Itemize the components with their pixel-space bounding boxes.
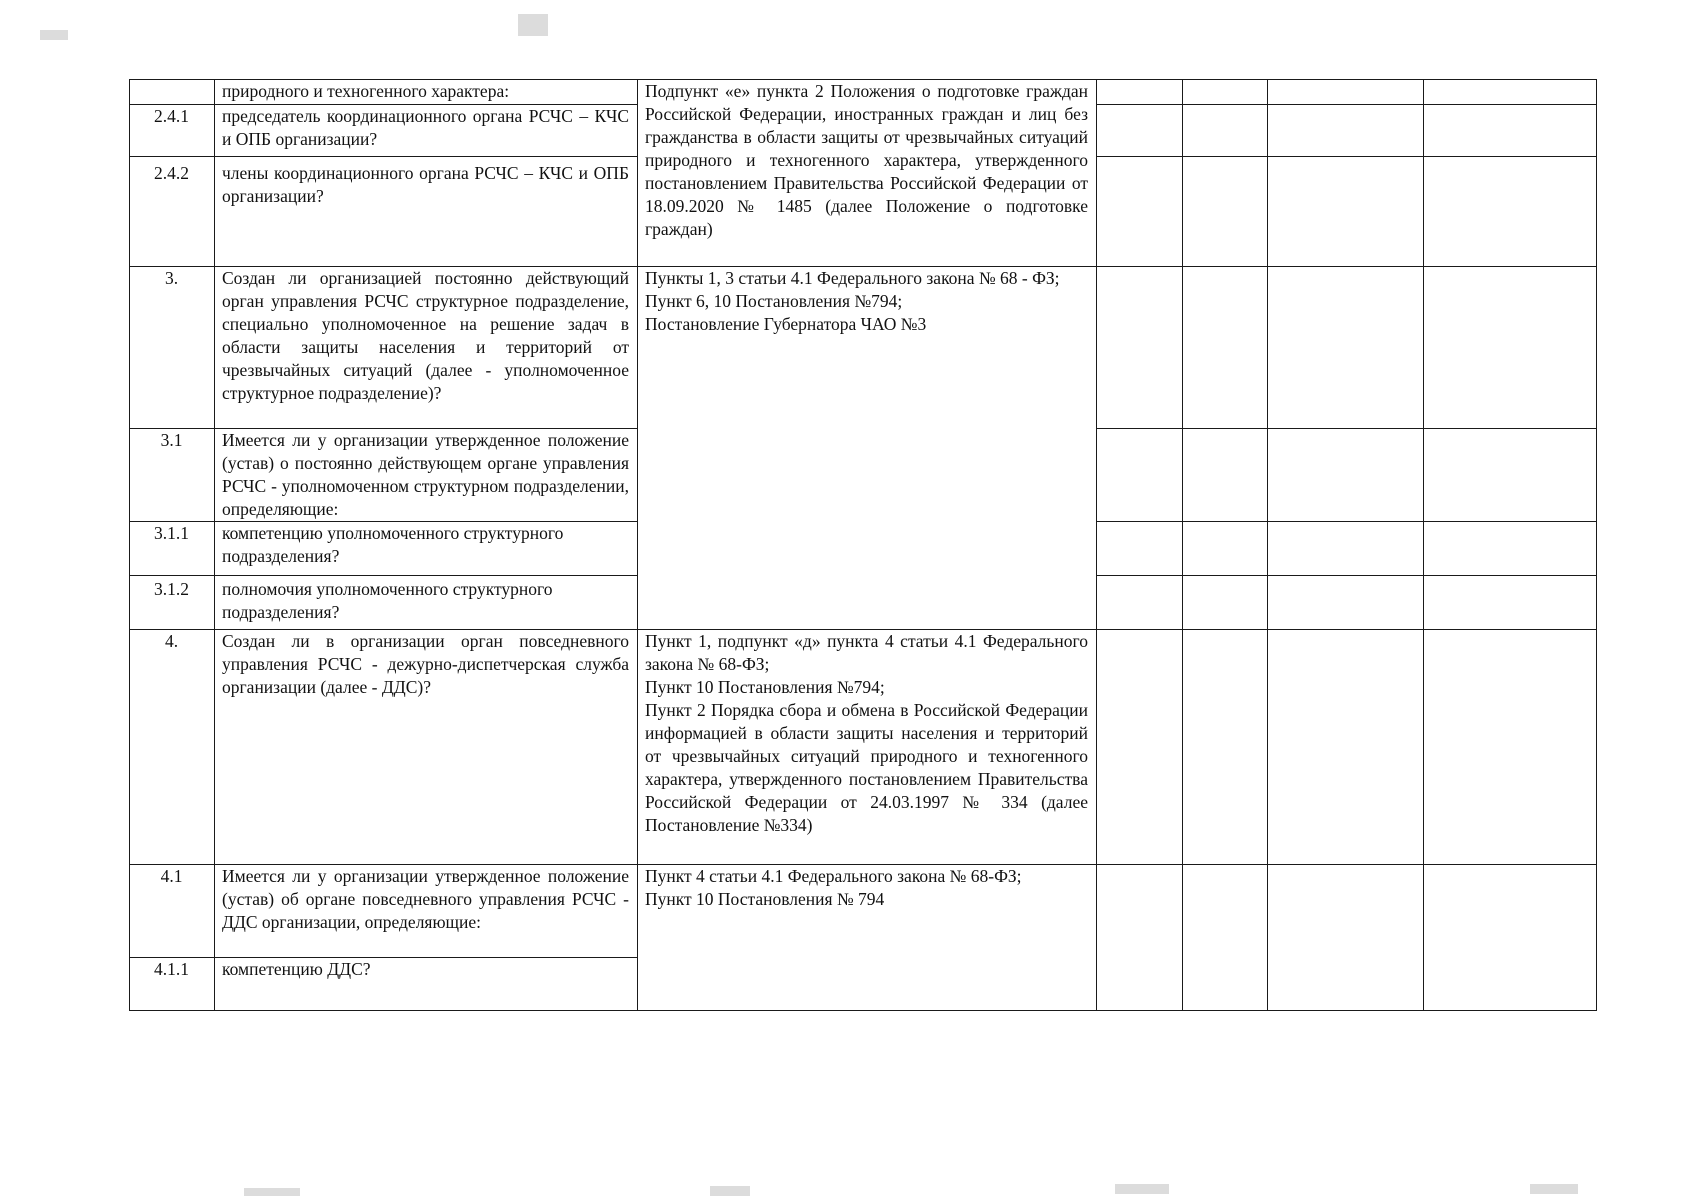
table-border: [214, 79, 215, 1011]
scan-noise: [244, 1188, 300, 1196]
item-question: Имеется ли у организации утвержденное положение (устав) об органе повседневного управления РСЧС - ДДС организации, определяющие:: [222, 866, 629, 932]
item-question: компетенцию ДДС?: [222, 959, 371, 979]
table-border: [129, 79, 1597, 80]
table-border: [129, 521, 637, 522]
table-border: [637, 79, 638, 1011]
legal-reference-line: Постановление Губернатора ЧАО №3: [645, 314, 927, 334]
table-border: [1596, 79, 1597, 1011]
item-number: 3.1.1: [154, 523, 189, 543]
table-border: [1182, 79, 1183, 1011]
item-number: 4.1.1: [154, 959, 189, 979]
table-border: [1096, 104, 1597, 105]
table-border: [637, 864, 1096, 865]
table-border: [1096, 521, 1597, 522]
checklist-table: [129, 79, 1597, 1011]
item-question: полномочия уполномоченного структурного подразделения?: [222, 579, 553, 622]
table-border: [637, 629, 1096, 630]
table-border: [129, 428, 637, 429]
table-border: [129, 156, 637, 157]
item-number: 2.4.2: [154, 163, 189, 183]
legal-reference-line: Пункт 4 статьи 4.1 Федерального закона № 68-ФЗ;: [645, 866, 1022, 886]
item-number: 4.1: [160, 866, 183, 886]
table-border: [129, 629, 637, 630]
table-border: [1096, 575, 1597, 576]
table-border: [1096, 864, 1597, 865]
legal-reference: Подпункт «е» пункта 2 Положения о подготовке граждан Российской Федерации, иностранных граждан и лиц без гражданства в области защиты от чрезвычайных ситуаций природного и техногенного характера, утвержденного постановлением Правительства Российской Федерации от 18.09.2020 № 1485 (далее Положение о подготовке граждан): [645, 81, 1088, 239]
item-question: члены координационного органа РСЧС – КЧС и ОПБ организации?: [222, 163, 629, 206]
legal-reference-line: Пункт 2 Порядка сбора и обмена в Российской Федерации информацией в области защиты населения и территорий от чрезвычайных ситуаций природного и техногенного характера, утвержденного постановлением Правительства Российской Федерации от 24.03.1997 № 334 (далее Постановление №334): [645, 700, 1088, 835]
table-border: [129, 104, 637, 105]
table-border: [1096, 428, 1597, 429]
legal-reference-line: Пункты 1, 3 статьи 4.1 Федерального закона № 68 - ФЗ;: [645, 268, 1060, 288]
table-border: [1267, 79, 1268, 1011]
table-border: [129, 266, 637, 267]
item-number: 2.4.1: [154, 106, 189, 126]
table-border: [637, 266, 1096, 267]
item-number: [129, 79, 214, 104]
table-border: [1096, 79, 1097, 1011]
legal-reference: [637, 266, 1096, 629]
item-question: природного и техногенного характера:: [222, 81, 510, 101]
legal-reference: [637, 629, 1096, 864]
item-question: Имеется ли у организации утвержденное положение (устав) о постоянно действующем органе управления РСЧС - уполномоченном структурном подразделении, определяющие:: [222, 430, 629, 519]
table-border: [129, 1010, 1597, 1011]
table-border: [129, 79, 130, 1011]
scan-noise: [1530, 1184, 1578, 1194]
table-border: [1096, 266, 1597, 267]
table-border: [129, 575, 637, 576]
item-question: председатель координационного органа РСЧС – КЧС и ОПБ организации?: [222, 106, 629, 149]
legal-reference-line: Пункт 1, подпункт «д» пункта 4 статьи 4.1 Федерального закона № 68-ФЗ;: [645, 631, 1088, 674]
item-question: компетенцию уполномоченного структурного подразделения?: [222, 523, 564, 566]
item-number: 3.1: [160, 430, 183, 450]
scan-noise: [1115, 1184, 1169, 1194]
table-border: [1096, 156, 1597, 157]
legal-reference-line: Пункт 6, 10 Постановления №794;: [645, 291, 903, 311]
scan-noise: [40, 30, 68, 40]
table-border: [129, 864, 637, 865]
item-number: 3.: [164, 268, 179, 288]
legal-reference-line: Пункт 10 Постановления №794;: [645, 677, 885, 697]
table-border: [1423, 79, 1424, 1011]
table-border: [129, 957, 637, 958]
scan-noise: [518, 14, 548, 36]
table-border: [1096, 629, 1597, 630]
item-number: 3.1.2: [154, 579, 189, 599]
scan-noise: [710, 1186, 750, 1196]
item-question: Создан ли организацией постоянно действующий орган управления РСЧС структурное подразделение, специально уполномоченное на решение задач в области защиты населения и территорий от чрезвычайных ситуаций (далее - уполномоченное структурное подразделение)?: [222, 268, 629, 403]
legal-reference: [637, 864, 1096, 1011]
legal-reference-line: Пункт 10 Постановления № 794: [645, 889, 885, 909]
item-question: Создан ли в организации орган повседневного управления РСЧС - дежурно-диспетчерская служба организации (далее - ДДС)?: [222, 631, 629, 697]
item-number: 4.: [164, 631, 179, 651]
